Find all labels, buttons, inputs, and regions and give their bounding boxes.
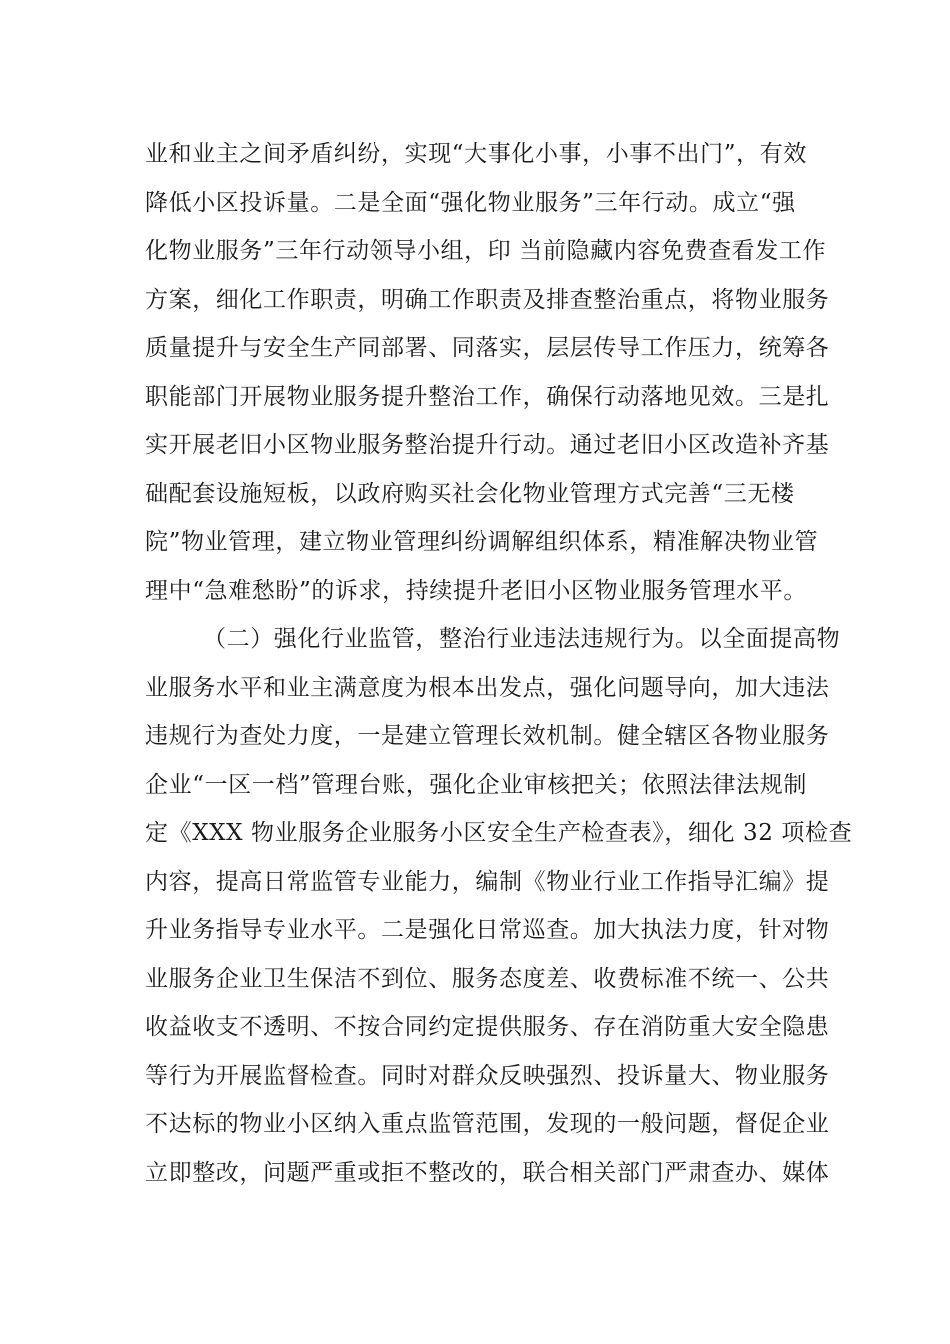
- text-line: 职能部门开展物业服务提升整治工作，确保行动落地见效。三是扎: [145, 383, 830, 410]
- text-line: 础配套设施短板，以政府购买社会化物业管理方式完善“三无楼: [145, 480, 795, 507]
- text-line: 内容，提高日常监管专业能力，编制《物业行业工作指导汇编》提: [145, 868, 830, 895]
- text-line: 收益收支不透明、不按合同约定提供服务、存在消防重大安全隐患: [145, 1014, 830, 1040]
- text-line: 升业务指导专业水平。二是强化日常巡查。加大执法力度，针对物: [145, 917, 830, 943]
- text-line: 方案，细化工作职责，明确工作职责及排查整治重点，将物业服务: [145, 286, 830, 313]
- document-body: [145, 130, 853, 1197]
- text-line: 业服务企业卫生保洁不到位、服务态度差、收费标准不统一、公共: [145, 965, 830, 992]
- text-line: 院”物业管理，建立物业管理纠纷调解组织体系，精准解决物业管: [145, 529, 819, 555]
- text-line: 立即整改，问题严重或拒不整改的，联合相关部门严肃查办、媒体: [145, 1159, 830, 1186]
- text-line: 质量提升与安全生产同部署、同落实，层层传导工作压力，统筹各: [145, 335, 830, 361]
- text-line: 不达标的物业小区纳入重点监管范围，发现的一般问题，督促企业: [145, 1111, 830, 1137]
- text-line: 定《XXX 物业服务企业服务小区安全生产检查表》，细化 32 项检查: [145, 820, 853, 846]
- text-line: 化物业服务”三年行动领导小组，印 当前隐藏内容免费查看发工作: [145, 238, 827, 264]
- text-line: 理中“急难愁盼”的诉求，持续提升老旧小区物业服务管理水平。: [145, 577, 807, 604]
- text-line: 实开展老旧小区物业服务整治提升行动。通过老旧小区改造补齐基: [145, 432, 830, 458]
- text-line: 等行为开展监督检查。同时对群众反映强烈、投诉量大、物业服务: [145, 1062, 830, 1089]
- text-line: 降低小区投诉量。二是全面“强化物业服务”三年行动。成立“强: [145, 189, 796, 216]
- text-line: 业服务水平和业主满意度为根本出发点，强化问题导向，加大违法: [145, 674, 830, 701]
- text-line: 业和业主之间矛盾纠纷，实现“大事化小事，小事不出门”，有效: [145, 141, 807, 167]
- text-line: 违规行为查处力度，一是建立管理长效机制。健全辖区各物业服务: [145, 723, 830, 749]
- text-line: 企业“一区一档”管理台账，强化企业审核把关；依照法律法规制: [145, 771, 807, 798]
- section-heading-line: （二）强化行业监管，整治行业违法违规行为。以全面提高物: [203, 626, 841, 652]
